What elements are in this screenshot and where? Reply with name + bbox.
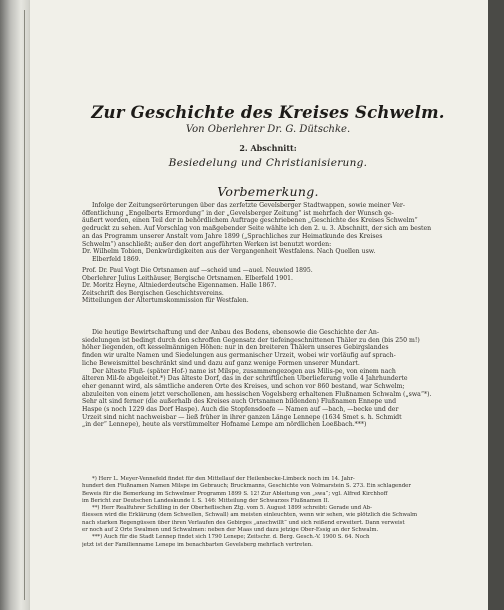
body-line: „in der“ Lennepe), heute als verstümmelter Hofname Lempe am nördlichen Loeßbach.***) <box>82 421 367 429</box>
document-title: Zur Geschichte des Kreises Schwelm. <box>91 103 445 122</box>
footnotes <box>82 476 454 549</box>
footnote-line: fliessen wird die Erklärung (dem Schwellen, Schwall) am meisten einleuchten, wenn wir sehen, wie plötzlich die Schwalm <box>82 512 418 519</box>
scan-edge <box>488 0 504 610</box>
intro-line: Infolge der Zeitungserörterungen über das zerfetzte Gevelsberger Stadtwappen, sowie meiner Ver- <box>92 202 405 209</box>
intro-line: an das Programm unserer Anstalt vom Jahre 1899 („Sprachliches zur Heimatkunde des Kreises <box>82 232 383 240</box>
body-line: Haspe (s noch 1229 das Dorf Haspe). Auch die Stopfensdoefe — Namen auf —bach, —becke und der <box>82 406 399 414</box>
main-paragraph <box>82 329 454 429</box>
preface-heading: Vorbemerkung. <box>217 184 319 199</box>
footnote-line: Beweis für die Bemerkung im Schwelmer Programm 1899 S. 12! Zur Ableitung von „swa“; vgl. Alfred Kirchhoff <box>82 490 388 497</box>
section-label: 2. Abschnitt: <box>239 143 297 153</box>
footnote-line: im Bericht zur Deutschen Landeskunde I. S. 146: Mitteilung der Schwarzes Flußnamen II. <box>82 497 330 504</box>
intro-line: gedruckt zu sehen. Auf Vorschlag von maßgebender Seite wählte ich den 2. u. 3. Abschnitt, der sich am besten <box>82 225 432 233</box>
body-line: siedelungen ist bedingt durch den schroffen Gegensatz der tiefeingeschnittenen Thäler zu den (bis 250 m!) <box>82 336 420 344</box>
body-line: liche Beweismittel beschränkt sind und dazu auf ganz wenige Formen unserer Mundart. <box>82 359 360 367</box>
intro-line: Elberfeld 1869. <box>92 255 141 263</box>
body-line: abzuleiten von einem jetzt verschollenen, am hessischen Vogelsberg erhaltenen Flußnamen Schwalm („swa“*). <box>82 390 432 398</box>
intro-line: äußert worden, einen Teil der in behördlichem Auftrage geschriebenen „Geschichte des Kreises Schwelm“ <box>82 217 418 225</box>
body-line: finden wir uralte Namen und Siedelungen aus germanischer Urzeit, wobei wir vorläufig auf sprach- <box>82 352 396 360</box>
intro-line: Schwelm“) anschließt; außer den dort angeführten Werken ist benutzt worden: <box>82 240 332 248</box>
body-line: höher liegenden, oft kesselmännigen Höhen: nur in den breiteren Thälern unseres Gebirgslandes <box>82 344 389 352</box>
footnote-line: ***) Auch für die Stadt Lennep findet sich 1790 Lenepe; Zeitschr. d. Berg. Gesch.-V. 1900 S. 64. Noch <box>92 534 370 541</box>
intro-line: Dr. Wilhelm Tobien, Denkwürdigkeiten aus der Vergangenheit Westfalens. Nach Quellen usw. <box>82 248 376 256</box>
footnote-line: *) Herr L. Meyer-Vennefeld findet für den Mittellauf der Heilenbecke-Limbeck noch im 14. Jahr- <box>92 476 355 482</box>
body-line: Urzeit sind nicht nachweisbar — ließ früher in ihrer ganzen Länge Lennepe (1634 Smet s. h. Schmidt <box>82 413 402 421</box>
author-line: Von Oberlehrer Dr. G. Dütschke. <box>185 124 351 135</box>
intro-line: öffentlichung „Engelberts Ermordung“ in der „Gevelsberger Zeitung“ ist mehrfach der Wunsch ge- <box>82 209 394 217</box>
source-item: Zeitschrift des Bergischen Geschichtsvereins. <box>82 289 224 297</box>
footnote-line: **) Herr Realfuhrer Schilling in der Oberheflischen Ztg. vom 5. August 1899 schreibt: Gerade und Ab- <box>92 505 372 512</box>
body-line: Der älteste Fluß- (später Hof-) name ist Milspe, zusammengezogen aus Milis-pe, von einem nach <box>92 367 396 375</box>
intro-paragraph <box>82 202 454 264</box>
footnote-line: er noch auf 2 Orte Swalmen und Schwalmen: neben der Maas und dazu jetzige Ober-Essig an der Schwalm. <box>82 527 379 534</box>
page-binding <box>0 0 30 610</box>
heading-rule <box>245 200 295 201</box>
body-line: eher genannt wird, als sämtliche anderen Orte des Kreises, und schon vor 860 bestand, war Schwelm; <box>82 382 405 390</box>
section-subtitle: Besiedelung und Christianisierung. <box>168 157 368 169</box>
footnote-line: hundert den Flußnamen Namen Milspe im Gebrauch; Bruckmanns, Geschichte von Volmarstein S. 273. Ein schlagender <box>82 483 411 490</box>
gutter-line <box>24 10 25 600</box>
body-line: älteren Mil-fe abgeleitet.*) Das älteste Dorf, das in der schriftlichen Überlieferung volle 4 Jahrhunderte <box>82 375 408 383</box>
source-item: Mitteilungen der Altertumskommission für Westfalen. <box>82 297 249 305</box>
source-item: Prof. Dr. Paul Vogt Die Ortsnamen auf —scheid und —auel. Neuwied 1895. <box>82 267 313 274</box>
body-line: Sehr alt sind ferner (die außerhalb des Kreises auch Ortsnamen bildenden) Flußnamen Ennepe und <box>82 398 397 406</box>
source-item: Oberlehrer Julius Leithäuser, Bergische Ortsnamen. Elberfeld 1901. <box>82 274 293 282</box>
source-list <box>82 267 454 305</box>
body-line: Die heutige Bewirtschaftung und der Anbau des Bodens, ebensowie die Geschichte der An- <box>92 329 379 336</box>
source-item: Dr. Moritz Heyne, Altniederdeutsche Eigennamen. Halle 1867. <box>82 282 277 290</box>
footnote-line: jetzt ist der Familienname Lenepe im benachbarten Gevelsberg mehrfach vertreten. <box>82 541 313 548</box>
footnote-line: nach starken Regengüssen über ihren Verlaufen des Gebirges „anschwillt“ und sich reißend erweitert. Dann verweist <box>82 519 405 526</box>
